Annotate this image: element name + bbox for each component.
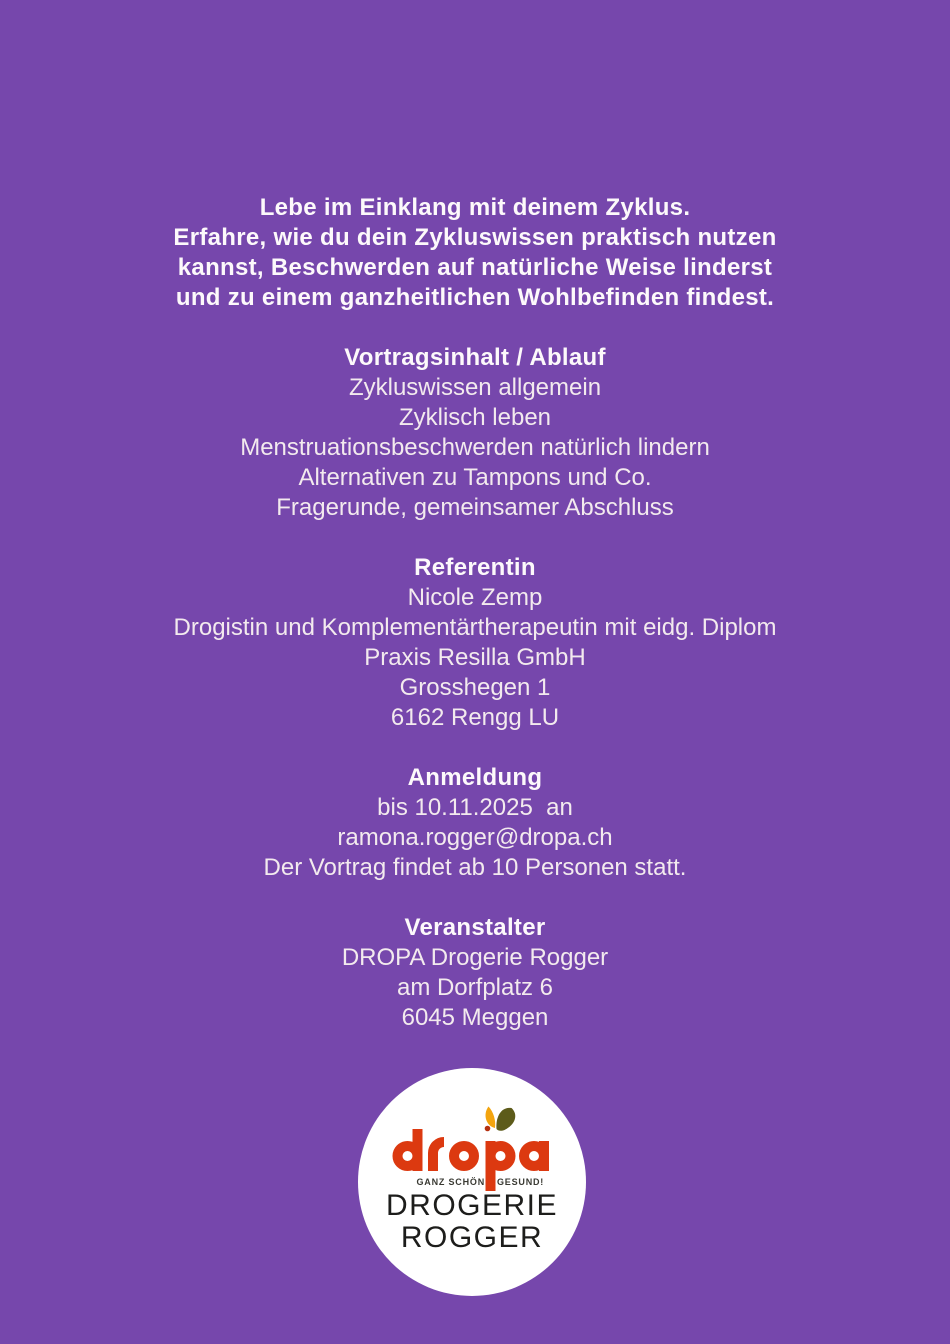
- section-line: DROPA Drogerie Rogger: [341, 944, 609, 971]
- logo-store-name: [358, 1190, 586, 1254]
- section-line: Zyklisch leben: [398, 404, 552, 431]
- section-referentin: [0, 553, 950, 733]
- intro-line: kannst, Beschwerden auf natürliche Weise linderst: [177, 254, 773, 281]
- section-line: Fragerunde, gemeinsamer Abschluss: [276, 494, 674, 521]
- section-anmeldung: [0, 763, 950, 883]
- butterfly-icon: [485, 1107, 516, 1132]
- intro-text: [0, 193, 950, 313]
- section-heading: Vortragsinhalt / Ablauf: [344, 344, 606, 371]
- dropa-logo: [358, 1068, 586, 1296]
- section-veranstalter: [0, 913, 950, 1033]
- section-vortragsinhalt: [0, 343, 950, 523]
- section-line: 6045 Meggen: [401, 1004, 549, 1031]
- section-line: Zykluswissen allgemein: [348, 374, 602, 401]
- section-line: Menstruationsbeschwerden natürlich lindern: [240, 434, 710, 461]
- section-heading: Referentin: [414, 554, 536, 581]
- section-line: Der Vortrag findet ab 10 Personen statt.: [263, 854, 687, 881]
- logo-store-line2: ROGGER: [400, 1221, 544, 1254]
- intro-line: und zu einem ganzheitlichen Wohlbefinden findest.: [175, 284, 775, 311]
- logo-tagline-right: GESUND!: [497, 1177, 545, 1187]
- section-line: Nicole Zemp: [407, 584, 543, 611]
- section-line: bis 10.11.2025 an: [377, 794, 573, 821]
- section-line: Drogistin und Komplementärtherapeutin mit eidg. Diplom: [173, 614, 777, 641]
- section-line: 6162 Rengg LU: [390, 704, 560, 731]
- contact-email: ramona.rogger@dropa.ch: [337, 824, 613, 851]
- section-heading: Anmeldung: [407, 764, 543, 791]
- logo-store-line1: DROGERIE: [385, 1189, 559, 1222]
- section-heading: Veranstalter: [404, 914, 546, 941]
- logo-tagline-left: GANZ SCHÖN: [416, 1177, 485, 1187]
- section-line: am Dorfplatz 6: [396, 974, 554, 1001]
- intro-line: Lebe im Einklang mit deinem Zyklus.: [259, 194, 691, 221]
- section-line: Grosshegen 1: [399, 674, 551, 701]
- intro-line: Erfahre, wie du dein Zykluswissen praktisch nutzen: [173, 224, 777, 251]
- section-line: Praxis Resilla GmbH: [364, 644, 586, 671]
- flyer-text-column: [0, 193, 950, 1063]
- section-line: Alternativen zu Tampons und Co.: [298, 464, 652, 491]
